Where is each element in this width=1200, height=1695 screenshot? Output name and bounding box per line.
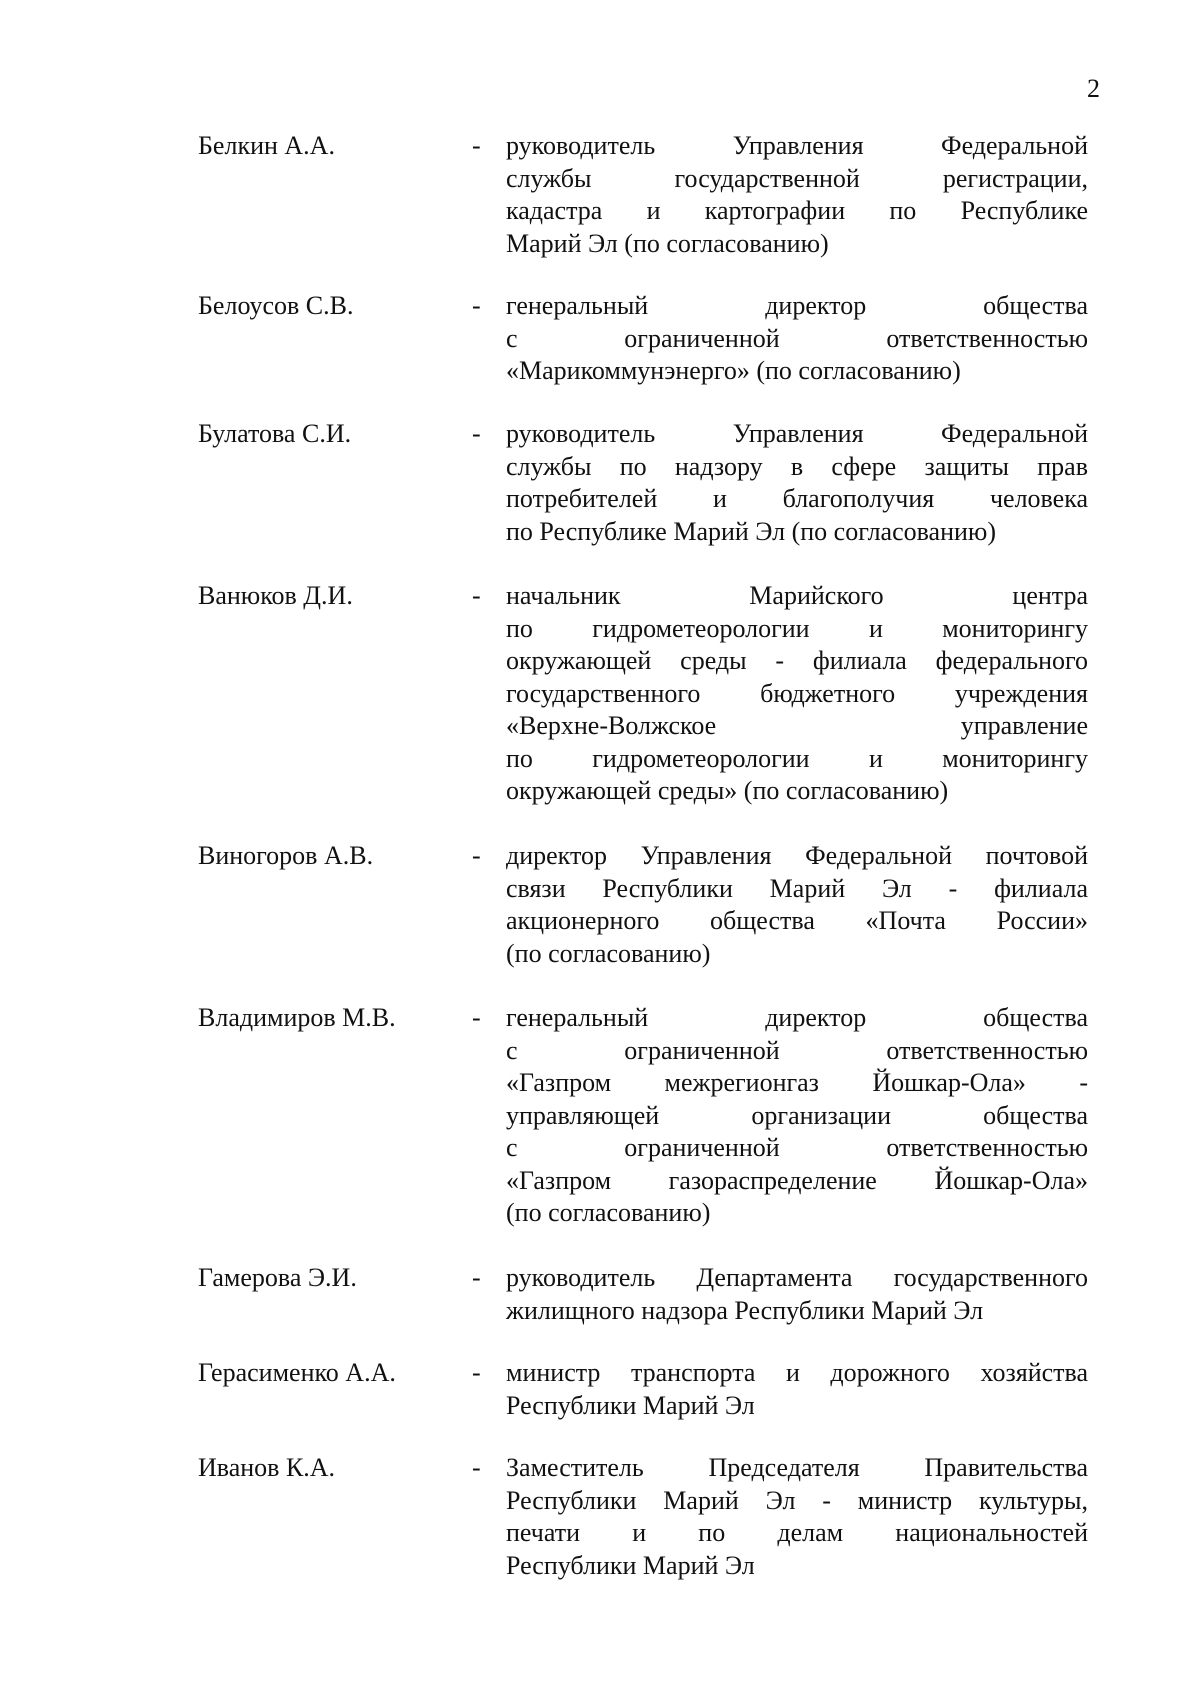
member-position [506, 580, 1088, 808]
position-line: с ограниченной ответственностью [506, 323, 1088, 353]
member-name: Гамерова Э.И. [198, 1263, 357, 1292]
position-line: генеральный директор общества [506, 291, 1088, 320]
position-line: Республики Марий Эл [506, 1550, 755, 1580]
separator-dash: - [472, 131, 481, 160]
member-position [506, 1002, 1088, 1230]
position-line: Республики Марий Эл - министр культуры, [506, 1485, 1088, 1515]
separator-dash: - [472, 419, 481, 448]
separator-dash: - [472, 581, 481, 610]
position-line: службы по надзору в сфере защиты прав [506, 451, 1088, 481]
position-line: Заместитель Председателя Правительства [506, 1453, 1088, 1482]
position-line: начальник Марийского центра [506, 581, 1088, 610]
position-line: руководитель Управления Федеральной [506, 419, 1088, 448]
separator-dash: - [472, 1453, 481, 1482]
member-position [506, 1452, 1088, 1582]
position-line: Марий Эл (по согласованию) [506, 228, 829, 258]
position-line: службы государственной регистрации, [506, 163, 1088, 193]
position-line: руководитель Департамента государственного [506, 1263, 1088, 1292]
member-name: Иванов К.А. [198, 1453, 336, 1482]
position-line: «Марикоммунэнерго» (по согласованию) [506, 356, 961, 385]
member-name: Виногоров А.В. [198, 841, 374, 870]
member-position [506, 418, 1088, 548]
position-line: с ограниченной ответственностью [506, 1035, 1088, 1065]
separator-dash: - [472, 291, 481, 320]
position-line: с ограниченной ответственностью [506, 1133, 1088, 1162]
position-line: потребителей и благополучия человека [506, 484, 1088, 513]
member-name: Булатова С.И. [198, 419, 352, 448]
page-number: 2 [1087, 74, 1100, 103]
position-line: по гидрометеорологии и мониторингу [506, 613, 1088, 643]
member-name: Белоусов С.В. [198, 291, 354, 320]
position-line: «Верхне-Волжское управление [506, 711, 1088, 740]
separator-dash: - [472, 1358, 481, 1387]
position-line: по гидрометеорологии и мониторингу [506, 743, 1088, 773]
position-line: «Газпром газораспределение Йошкар-Ола» [506, 1165, 1088, 1195]
position-line: акционерного общества «Почта России» [506, 906, 1088, 935]
member-position [506, 1357, 1088, 1422]
position-line: министр транспорта и дорожного хозяйства [506, 1358, 1088, 1387]
member-name: Ванюков Д.И. [198, 581, 353, 610]
position-line: «Газпром межрегионгаз Йошкар-Ола» - [506, 1068, 1088, 1097]
member-name: Герасименко А.А. [198, 1358, 396, 1387]
position-line: директор Управления Федеральной почтовой [506, 841, 1088, 870]
separator-dash: - [472, 1003, 481, 1032]
position-line: (по согласованию) [506, 938, 711, 968]
position-line: государственного бюджетного учреждения [506, 678, 1088, 708]
member-name: Белкин А.А. [198, 131, 335, 160]
position-line: кадастра и картографии по Республике [506, 196, 1088, 225]
position-line: жилищного надзора Республики Марий Эл [506, 1295, 984, 1325]
position-line: связи Республики Марий Эл - филиала [506, 873, 1088, 903]
position-line: окружающей среды - филиала федерального [506, 646, 1088, 675]
position-line: (по согласованию) [506, 1198, 711, 1227]
position-line: генеральный директор общества [506, 1003, 1088, 1032]
position-line: печати и по делам национальностей [506, 1518, 1088, 1547]
position-line: Республики Марий Эл [506, 1390, 755, 1420]
member-position [506, 130, 1088, 260]
member-position [506, 840, 1088, 970]
member-name: Владимиров М.В. [198, 1003, 396, 1032]
member-position [506, 290, 1088, 388]
separator-dash: - [472, 841, 481, 870]
separator-dash: - [472, 1263, 481, 1292]
position-line: управляющей организации общества [506, 1100, 1088, 1130]
position-line: руководитель Управления Федеральной [506, 131, 1088, 160]
member-position [506, 1262, 1088, 1327]
position-line: по Республике Марий Эл (по согласованию) [506, 516, 997, 546]
position-line: окружающей среды» (по согласованию) [506, 776, 949, 805]
